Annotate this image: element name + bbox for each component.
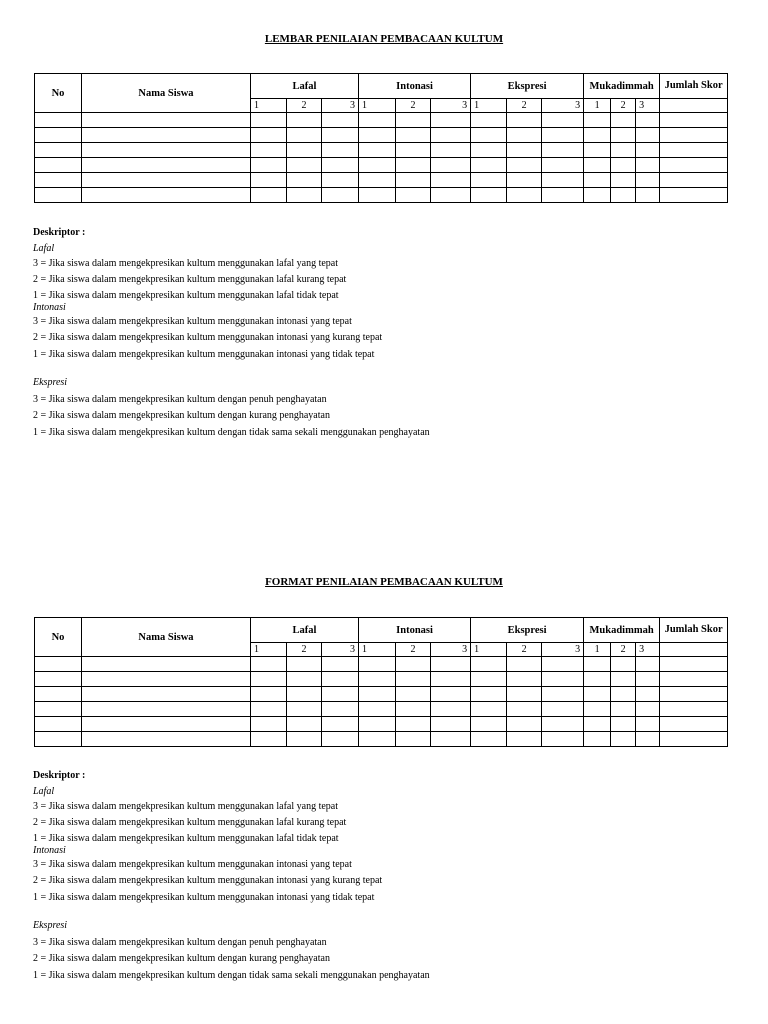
table-cell (396, 687, 431, 702)
score-header: 2 (396, 99, 431, 113)
descriptor-item: 3 = Jika siswa dalam mengekpresikan kultum menggunakan lafal yang tepat (33, 800, 338, 812)
table-cell (359, 173, 396, 188)
category-label: Ekspresi (33, 920, 68, 931)
table-cell (542, 657, 584, 672)
header-total: Jumlah Skor (660, 618, 728, 643)
table-row (35, 672, 728, 687)
descriptor-item: 2 = Jika siswa dalam mengekpresikan kultum dengan kurang penghayatan (33, 953, 330, 964)
table-row (35, 128, 728, 143)
table-cell (611, 188, 636, 203)
descriptor-item: 1 = Jika siswa dalam mengekpresikan kultum menggunakan intonasi yang tidak tepat (33, 348, 375, 360)
table-cell (507, 672, 542, 687)
table-cell (507, 188, 542, 203)
table-cell (660, 158, 728, 173)
table-cell (584, 173, 611, 188)
table-cell (584, 717, 611, 732)
table-cell (35, 672, 82, 687)
table-cell (396, 657, 431, 672)
table-cell (431, 143, 471, 158)
table-cell (82, 672, 251, 687)
table-cell (611, 657, 636, 672)
descriptor-item: 3 = Jika siswa dalam mengekpresikan kultum dengan penuh penghayatan (33, 936, 327, 948)
table-cell (660, 173, 728, 188)
table-cell (287, 672, 322, 687)
descriptor-item: 3 = Jika siswa dalam mengekpresikan kultum dengan penuh penghayatan (33, 393, 327, 405)
score-header: 1 (359, 99, 396, 113)
table-cell (287, 143, 322, 158)
table-cell (471, 732, 507, 747)
table-cell (507, 717, 542, 732)
table-cell (359, 717, 396, 732)
table-cell (396, 188, 431, 203)
table-cell (471, 158, 507, 173)
descriptor-item: 2 = Jika siswa dalam mengekpresikan kultum menggunakan lafal kurang tepat (33, 274, 347, 285)
descriptor-item: 2 = Jika siswa dalam mengekpresikan kultum dengan kurang penghayatan (33, 410, 330, 421)
table-cell (396, 717, 431, 732)
score-header: 1 (584, 643, 611, 657)
table-cell (359, 188, 396, 203)
table-cell (287, 188, 322, 203)
assessment-table (34, 73, 728, 203)
table-cell (322, 657, 359, 672)
descriptor-item: 1 = Jika siswa dalam mengekpresikan kultum dengan tidak sama sekali menggunakan penghayatan (33, 426, 430, 438)
table-cell (82, 158, 251, 173)
score-header: 2 (507, 99, 542, 113)
table-cell (584, 702, 611, 717)
table-row (35, 188, 728, 203)
table-cell (322, 732, 359, 747)
table-cell (287, 657, 322, 672)
table-cell (542, 173, 584, 188)
table-cell (660, 143, 728, 158)
table-cell (584, 657, 611, 672)
table-cell (636, 657, 660, 672)
table-cell (396, 113, 431, 128)
table-cell (471, 702, 507, 717)
category-label: Lafal (33, 242, 55, 254)
table-cell (636, 732, 660, 747)
table-cell (322, 672, 359, 687)
table-cell (35, 143, 82, 158)
table-cell (507, 687, 542, 702)
table-cell (507, 173, 542, 188)
table-cell (611, 672, 636, 687)
table-cell (431, 702, 471, 717)
header-mukadimmah: Mukadimmah (584, 74, 660, 99)
header-mukadimmah: Mukadimmah (584, 618, 660, 643)
table-row (35, 702, 728, 717)
table-cell (660, 113, 728, 128)
table-cell (542, 702, 584, 717)
sheet-title: LEMBAR PENILAIAN PEMBACAAN KULTUM (264, 33, 504, 45)
score-header: 3 (636, 99, 660, 113)
header-intonasi: Intonasi (359, 618, 471, 643)
total-subheader (660, 643, 728, 657)
score-header: 1 (584, 99, 611, 113)
score-header: 2 (611, 99, 636, 113)
table-cell (584, 188, 611, 203)
table-cell (251, 188, 287, 203)
score-header: 3 (542, 643, 584, 657)
table-cell (396, 672, 431, 687)
table-row (35, 717, 728, 732)
table-cell (611, 158, 636, 173)
score-header: 3 (322, 99, 359, 113)
table-cell (611, 113, 636, 128)
table-cell (322, 143, 359, 158)
score-header: 1 (359, 643, 396, 657)
table-cell (359, 702, 396, 717)
table-cell (359, 158, 396, 173)
table-cell (287, 717, 322, 732)
table-cell (471, 188, 507, 203)
category-label: Lafal (33, 785, 55, 797)
score-header: 1 (471, 99, 507, 113)
table-cell (35, 173, 82, 188)
table-cell (35, 188, 82, 203)
header-name: Nama Siswa (82, 74, 251, 113)
table-cell (611, 732, 636, 747)
table-cell (82, 687, 251, 702)
table-cell (584, 672, 611, 687)
table-row (35, 732, 728, 747)
table-cell (611, 128, 636, 143)
descriptor-item: 2 = Jika siswa dalam mengekpresikan kultum menggunakan intonasi yang kurang tepat (33, 875, 383, 886)
table-cell (636, 702, 660, 717)
category-label: Intonasi (33, 844, 66, 856)
table-cell (636, 158, 660, 173)
table-cell (542, 128, 584, 143)
table-cell (82, 717, 251, 732)
descriptor-item: 1 = Jika siswa dalam mengekpresikan kultum menggunakan lafal tidak tepat (33, 832, 339, 844)
table-cell (251, 143, 287, 158)
table-cell (82, 702, 251, 717)
table-cell (507, 158, 542, 173)
table-cell (35, 128, 82, 143)
score-header: 2 (396, 643, 431, 657)
score-header: 1 (251, 99, 287, 113)
table-cell (431, 188, 471, 203)
table-cell (611, 717, 636, 732)
header-ekspresi: Ekspresi (471, 618, 584, 643)
table-cell (431, 732, 471, 747)
table-cell (471, 113, 507, 128)
header-total: Jumlah Skor (660, 74, 728, 99)
table-cell (611, 143, 636, 158)
table-cell (660, 717, 728, 732)
score-header: 3 (431, 643, 471, 657)
assessment-table (34, 617, 728, 747)
table-cell (542, 188, 584, 203)
table-cell (431, 672, 471, 687)
table-cell (611, 702, 636, 717)
table-cell (584, 687, 611, 702)
table-cell (431, 687, 471, 702)
table-cell (584, 143, 611, 158)
table-cell (542, 687, 584, 702)
table-row (35, 158, 728, 173)
score-header: 3 (431, 99, 471, 113)
table-cell (584, 732, 611, 747)
score-header: 2 (287, 99, 322, 113)
table-cell (251, 173, 287, 188)
table-cell (636, 173, 660, 188)
table-cell (359, 687, 396, 702)
table-cell (322, 128, 359, 143)
header-no: No (35, 618, 82, 657)
table-cell (287, 732, 322, 747)
table-cell (35, 687, 82, 702)
table-row (35, 657, 728, 672)
table-cell (396, 702, 431, 717)
table-cell (507, 143, 542, 158)
table-cell (660, 128, 728, 143)
table-cell (636, 717, 660, 732)
table-cell (542, 732, 584, 747)
score-header: 3 (636, 643, 660, 657)
table-cell (82, 732, 251, 747)
table-cell (636, 188, 660, 203)
header-lafal: Lafal (251, 618, 359, 643)
descriptor-item: 2 = Jika siswa dalam mengekpresikan kultum menggunakan lafal kurang tepat (33, 817, 347, 828)
table-cell (359, 143, 396, 158)
score-header: 2 (507, 643, 542, 657)
table-cell (322, 173, 359, 188)
table-cell (507, 128, 542, 143)
descriptor-item: 1 = Jika siswa dalam mengekpresikan kultum dengan tidak sama sekali menggunakan penghayatan (33, 969, 430, 981)
table-cell (251, 158, 287, 173)
table-cell (322, 702, 359, 717)
table-cell (431, 113, 471, 128)
header-lafal: Lafal (251, 74, 359, 99)
table-row (35, 687, 728, 702)
table-row (35, 113, 728, 128)
table-cell (660, 702, 728, 717)
table-cell (471, 128, 507, 143)
descriptor-heading: Deskriptor : (33, 227, 86, 238)
table-cell (584, 113, 611, 128)
table-cell (35, 732, 82, 747)
total-subheader (660, 99, 728, 113)
table-cell (251, 128, 287, 143)
table-cell (542, 143, 584, 158)
header-name: Nama Siswa (82, 618, 251, 657)
table-cell (82, 188, 251, 203)
table-cell (82, 143, 251, 158)
table-cell (431, 717, 471, 732)
descriptor-heading: Deskriptor : (33, 770, 86, 781)
table-cell (584, 128, 611, 143)
table-cell (396, 128, 431, 143)
table-cell (636, 143, 660, 158)
table-cell (611, 173, 636, 188)
score-header: 3 (322, 643, 359, 657)
table-cell (287, 687, 322, 702)
table-cell (542, 717, 584, 732)
table-cell (507, 732, 542, 747)
table-cell (611, 687, 636, 702)
table-cell (322, 687, 359, 702)
table-cell (322, 158, 359, 173)
table-cell (82, 113, 251, 128)
table-cell (396, 143, 431, 158)
table-row (35, 143, 728, 158)
table-cell (359, 113, 396, 128)
descriptor-item: 3 = Jika siswa dalam mengekpresikan kultum menggunakan lafal yang tepat (33, 257, 338, 269)
table-cell (660, 732, 728, 747)
table-cell (584, 158, 611, 173)
header-intonasi: Intonasi (359, 74, 471, 99)
table-cell (322, 188, 359, 203)
table-cell (471, 687, 507, 702)
table-cell (251, 702, 287, 717)
descriptor-item: 1 = Jika siswa dalam mengekpresikan kultum menggunakan intonasi yang tidak tepat (33, 891, 375, 903)
table-cell (35, 717, 82, 732)
table-cell (287, 158, 322, 173)
table-cell (82, 657, 251, 672)
table-cell (471, 717, 507, 732)
table-cell (359, 732, 396, 747)
header-no: No (35, 74, 82, 113)
table-cell (542, 113, 584, 128)
table-cell (396, 732, 431, 747)
table-cell (636, 113, 660, 128)
score-header: 3 (542, 99, 584, 113)
table-cell (287, 128, 322, 143)
table-cell (507, 113, 542, 128)
table-cell (35, 158, 82, 173)
table-cell (431, 158, 471, 173)
table-row (35, 173, 728, 188)
table-cell (431, 128, 471, 143)
table-cell (287, 702, 322, 717)
table-cell (35, 113, 82, 128)
table-cell (359, 128, 396, 143)
table-cell (636, 687, 660, 702)
table-cell (251, 657, 287, 672)
table-cell (82, 128, 251, 143)
table-cell (471, 657, 507, 672)
table-cell (35, 702, 82, 717)
table-cell (542, 672, 584, 687)
table-cell (660, 657, 728, 672)
table-cell (396, 173, 431, 188)
score-header: 1 (251, 643, 287, 657)
category-label: Intonasi (33, 301, 66, 313)
score-header: 1 (471, 643, 507, 657)
table-cell (660, 687, 728, 702)
table-cell (251, 717, 287, 732)
table-cell (431, 657, 471, 672)
descriptor-item: 1 = Jika siswa dalam mengekpresikan kultum menggunakan lafal tidak tepat (33, 289, 339, 301)
descriptor-item: 2 = Jika siswa dalam mengekpresikan kultum menggunakan intonasi yang kurang tepat (33, 332, 383, 343)
table-cell (251, 732, 287, 747)
sheet-title: FORMAT PENILAIAN PEMBACAAN KULTUM (265, 576, 503, 588)
table-cell (507, 702, 542, 717)
category-label: Ekspresi (33, 377, 68, 388)
table-cell (322, 113, 359, 128)
table-cell (660, 672, 728, 687)
table-cell (82, 173, 251, 188)
table-cell (507, 657, 542, 672)
descriptor-item: 3 = Jika siswa dalam mengekpresikan kultum menggunakan intonasi yang tepat (33, 315, 352, 327)
table-cell (471, 143, 507, 158)
table-cell (471, 672, 507, 687)
table-cell (396, 158, 431, 173)
table-cell (359, 657, 396, 672)
header-ekspresi: Ekspresi (471, 74, 584, 99)
table-cell (471, 173, 507, 188)
table-cell (542, 158, 584, 173)
table-cell (322, 717, 359, 732)
table-cell (431, 173, 471, 188)
table-cell (251, 687, 287, 702)
descriptor-item: 3 = Jika siswa dalam mengekpresikan kultum menggunakan intonasi yang tepat (33, 858, 352, 870)
table-cell (287, 173, 322, 188)
score-header: 2 (287, 643, 322, 657)
table-cell (636, 672, 660, 687)
table-cell (636, 128, 660, 143)
table-cell (35, 657, 82, 672)
table-cell (660, 188, 728, 203)
table-cell (251, 113, 287, 128)
table-cell (251, 672, 287, 687)
descriptor-block (33, 768, 430, 984)
table-cell (287, 113, 322, 128)
score-header: 2 (611, 643, 636, 657)
table-cell (359, 672, 396, 687)
descriptor-block (33, 225, 430, 441)
